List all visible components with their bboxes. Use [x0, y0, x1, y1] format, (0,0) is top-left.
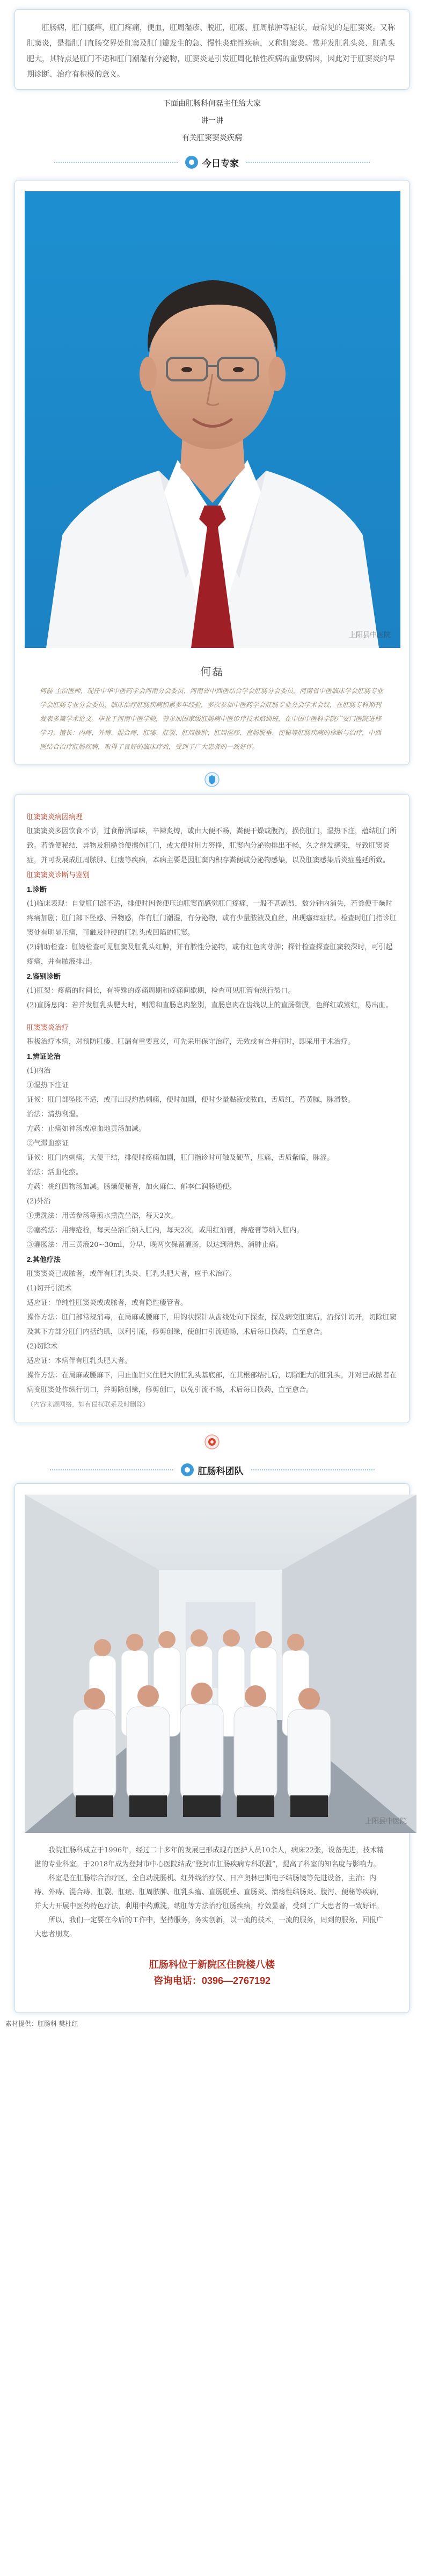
treatment-subtitle-1: 1.辨证论治	[27, 1052, 61, 1060]
diagnosis-aux: (2)辅助检查：肛镜检查可见肛窦及肛乳头红肿，并有脓性分泌物，或有红色肉芽肿；探针检查探查肛窦较深时，可引起疼痛，并有脓液排出。	[27, 943, 393, 966]
damp-heat-formula: 方药：止痛如神汤或凉血地黄汤加减。	[27, 1125, 146, 1133]
consult-phone: 咨询电话：0396—2767192	[153, 1975, 271, 1986]
divider-left	[50, 1469, 173, 1470]
incision-indication: 适应证：单纯性肛窦炎或成脓者，或有隐性瘘管者。	[27, 1299, 188, 1307]
divider-right	[246, 162, 370, 163]
portrait-watermark: 上阳县中医院	[348, 631, 391, 639]
team-description	[25, 1844, 399, 1942]
stasis-principle: 治法：活血化瘀。	[27, 1168, 83, 1177]
team-paragraph-3: 所以，我们一定要在今后的工作中，坚持服务，务实创新，以一流的技术，一流的服务，周到的服务，回报广大患者朋友。	[34, 1916, 384, 1938]
damp-heat-principle: 治法：清热利湿。	[27, 1110, 83, 1119]
doctor-portrait-illustration	[25, 191, 400, 648]
incision-drainage: (1)切开引流术	[27, 1285, 72, 1293]
content-source-note: （内容来源网络，如有侵权联系及时删除）	[27, 1401, 150, 1408]
team-photo-watermark: 上阳县中医院	[364, 1817, 407, 1825]
external-treatment: (2)外治	[27, 1197, 51, 1206]
excision-indication: 适应证：本病伴有肛乳头肥大者。	[27, 1357, 132, 1365]
article-page	[0, 10, 424, 2034]
team-card	[15, 1484, 409, 2012]
treatment-intro: 积极治疗本病，对预防肛瘘、肛漏有重要意义，可先采用保守治疗，无效或有合并症时，即采用手术治疗。	[27, 1038, 355, 1046]
section-title-treatment: 肛窦窦炎治疗	[27, 1023, 69, 1031]
material-credit: 素材提供：肛肠科 樊杜红	[5, 2020, 78, 2027]
differential-polyp: (2)直肠息肉：若并发肛乳头肥大时，则需和直肠息肉鉴别，直肠息肉在齿线以上的直肠黏膜，色鲜红或紫红，易出血。	[27, 1001, 393, 1009]
stasis-formula: 方药：桃红四物汤加减。肠燥便秘者，加火麻仁、郁李仁润肠通便。	[27, 1183, 237, 1191]
invite-line-3: 有关肛窦窦炎疾病	[182, 133, 242, 142]
doctor-portrait	[25, 191, 400, 648]
doctor-card	[15, 181, 409, 764]
doctor-bio: 何磊 主治医师，现任中华中医药学会河南分会委员，河南省中西医结合学会肛肠分会委员，河南省中医临床学会肛肠专业学会肛肠专业分会委员，临床治疗肛肠疾病积累多年经验，多次参加中医药学会肛肠专业分会学术会议，在肛肠专科期刊发表多篇学术论文。毕业于河南中医学院，曾参加国家级肛肠病中医诊疗技术培训班，在中国中医科学院广安门医院进修学习。擅长：内痔、外痔、混合痔、肛瘘、肛裂、肛周脓肿、肛周湿疹、直肠脱垂、便秘等肛肠疾病的诊断与治疗，中西医结合治疗肛肠疾病，取得了良好的临床疗效，受到了广大患者的一致好评。	[40, 687, 383, 751]
diagnosis-clinical: (1)临床表现：自觉肛门部不适，排便时因粪便压迫肛窦而感觉肛门疼痛，一般不甚剧烈，数分钟内消失，若粪便干燥时疼痛加剧；肛门部下坠感、异物感，伴有肛门潮湿，有分泌物，或有少量脓液及血丝，出现瘙痒症状。检查时肛门指诊肛窦处有明显压痛，可触及肿硬的肛乳头或凹陷的肛窦。	[27, 900, 397, 937]
team-photo-illustration	[25, 1495, 416, 1833]
suppository-method: ②塞药法：用痔疮栓，每天坐浴后纳入肛内，每天2次，或用红油膏，痔疮膏等纳入肛内。	[27, 1226, 304, 1235]
disease-content-card	[15, 795, 409, 1423]
fumigation-method: ①熏洗法：用苦参汤等煎水熏洗坐浴，每天2次。	[27, 1212, 178, 1220]
team-photo	[25, 1495, 416, 1833]
incision-operation: 操作方法：肛门部常规消毒，在局麻或腰麻下，用钩状探针从齿线处向下探查，探及病变肛窦后，沿探针切开，切除肛窦及其下方部分肛门内括约肌，以利引流，修剪创缘，使创口引流通畅，术后每日换药，直至愈合。	[27, 1314, 397, 1336]
location-pin-icon	[181, 1463, 194, 1476]
treatment-subtitle-2: 2.其他疗法	[27, 1255, 61, 1264]
diagnosis-subtitle: 1.诊断	[27, 885, 47, 893]
shield-badge-icon	[204, 772, 220, 787]
red-seal-icon	[204, 1434, 220, 1449]
divider-left	[54, 162, 178, 163]
team-paragraph-2: 科室是在肛肠综合治疗区，全自动洗肠机、红外线治疗仪、日产奥林巴斯电子结肠镜等先进设备，主治：内痔、外痔、混合痔、肛裂、肛瘘、肛周脓肿、肛乳头瘤、直肠脱垂、直肠炎、溃疡性结肠炎、腹泻、便秘等疾病，并大力开展中医药特色疗法，利用中药熏洗，纳肛等方法治疗肛肠疾病，疗效显著，受到了广大患者的一致好评。	[34, 1874, 384, 1910]
surgery-intro: 肛窦窦炎已成脓者，或伴有肛乳头炎、肛乳头肥大者，应手术治疗。	[27, 1270, 237, 1278]
stasis-symptoms: 证候：肛门内刺痛，大便干结，排便时疼痛加剧，肛门指诊时可触及硬节，压痛，舌质紫暗，脉涩。	[27, 1154, 334, 1162]
expert-section-title: 今日专家	[202, 158, 239, 169]
intro-text: 肛肠病，肛门瘙痒，肛门疼痛，便血，肛周湿疹、脱肛，肛瘘、肛周脓肿等症状，最常见的是肛窦炎。又称肛窦炎，是指肛门直肠交界处肛窦及肛门瓣发生的急、慢性炎症性疾病，又称肛窦炎。常并发肛乳头炎、肛乳头肥大，其特点是肛门不适和肛门潮湿有分泌物，肛窦炎是引发肛周化脓性疾病的重要病因，因此对于肛窦炎的早期诊断、治疗有积极的意义。	[27, 24, 395, 79]
team-paragraph-1: 我院肛肠科成立于1996年，经过二十多年的发展已形成现有医护人员10余人，病床22张，设备先进，技术精湛的专业科室。于2018年成为登封市中心医院结成“登封市肛肠疾病专科联盟”，提高了科室的知名度与影响力。	[34, 1846, 384, 1868]
section-title-etiology: 肛窦窦炎病因病理	[27, 813, 83, 821]
intro-card	[15, 10, 409, 89]
damp-heat-symptoms: 证候：肛门部坠胀不适，或可出现灼热刺痛，便时加剧，便时少量黏液或脓血，舌质红，苔黄腻，脉滑数。	[27, 1096, 355, 1104]
doctor-name: 何磊	[200, 665, 224, 678]
team-section-title: 肛肠科团队	[198, 1466, 244, 1476]
divider-right	[251, 1469, 375, 1470]
team-section-header	[0, 1461, 424, 1478]
differential-subtitle: 2.鉴别诊断	[27, 972, 61, 980]
expert-section-header	[0, 154, 424, 171]
differential-fissure: (1)肛裂：疼痛的时间长，有特殊的疼痛周期和疼痛间歇期，检查可见肛管有纵行裂口。	[27, 987, 295, 995]
invite-line-1: 下面由肛肠科何磊主任给大家	[163, 99, 261, 107]
excision: (2)切除术	[27, 1343, 58, 1351]
internal-treatment: (1)内治	[27, 1067, 51, 1075]
enema-method: ③灌肠法：用三黄液20~30ml，分早、晚两次保留灌肠，以达到清热、消肿止痛。	[27, 1241, 283, 1249]
stasis-type: ②气滞血瘀证	[27, 1139, 69, 1148]
excision-operation: 操作方法：在局麻或腰麻下，用止血钳夹住肥大的肛乳头基底部，在其根部结扎后，切除肥大的肛乳头，并对已成脓者在病变肛窦处作纵行切口，并剪除创缘，修剪创口，以免引流不畅，术后每日换药，直至愈合。	[27, 1372, 397, 1394]
location-pin-icon	[185, 156, 198, 169]
section-title-diagnosis: 肛窦窦炎诊断与鉴别	[27, 871, 90, 879]
department-address: 肛肠科位于新院区住院楼八楼	[149, 1959, 275, 1970]
damp-heat-type: ①湿热下注证	[27, 1081, 69, 1089]
invite-line-2: 讲一讲	[201, 116, 223, 125]
etiology-text: 肛窦窦炎多因饮食不节，过食醇酒厚味，辛辣炙煿，或由大便不畅，粪便干燥或腹泻，损伤肛门，湿热下注，蕴结肛门所致。若粪便秘结，异物及粗糙粪便擦伤肛门，或大便时用力努挣，肛窦内分泌物排出不畅，久之继发感染，导致肛窦炎症，并可发展成肛周脓肿、肛瘘等疾病，本病主要是因肛窦内积存粪便或分泌物感染，以及肛窦感染后炎症蔓延所致。	[27, 827, 397, 864]
